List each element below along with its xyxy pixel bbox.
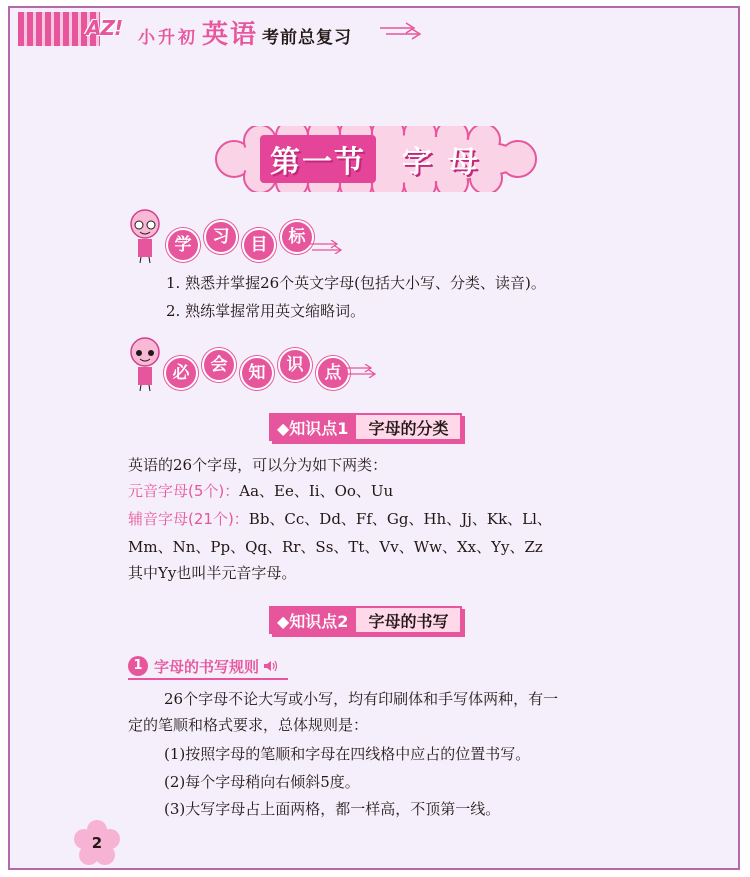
kp2-number: ◆知识点2 [269,606,356,634]
objectives-heading [166,228,314,262]
consonant-label: 辅音字母(21个)： [128,510,249,528]
kp1-vowel-line [128,481,393,501]
kp2-subheading [128,654,279,678]
knowledge-point-2-label [269,606,462,634]
kp2-paragraph-1: 26个字母不论大写或小写，均有印刷体和手写体两种，有一 [164,690,559,708]
girl-icon [126,208,164,264]
section-title [212,126,542,192]
must-know-heading-char: 会 [202,348,236,382]
header-title-rest: 考前总复习 [262,28,353,48]
kp1-number: ◆知识点1 [269,413,356,441]
objective-item: 2. 熟练掌握常用英文缩略词。 [166,302,366,320]
header-arrow-icon [378,22,422,40]
objectives-heading-char: 目 [242,228,276,262]
rule-item: (1)按照字母的笔顺和字母在四线格中应占的位置书写。 [164,745,531,763]
section-number: 第一节 [260,135,376,183]
rule-item: (3)大写字母占上面两格，都一样高，不顶第一线。 [164,800,501,818]
must-know-heading-char: 知 [240,356,274,390]
vowel-label: 元音字母(5个)： [128,482,240,500]
objective-item: 1. 熟悉并掌握26个英文字母(包括大小写、分类、读音)。 [166,274,546,292]
objectives-heading-char: 学 [166,228,200,262]
kp1-intro: 英语的26个字母，可以分为如下两类： [128,456,388,474]
sub-title: 字母的书写规则 [154,657,260,676]
kp1-consonant-line [128,509,552,529]
kp1-note: 其中Yy也叫半元音字母。 [128,564,297,582]
sub-number: 1 [128,656,148,676]
must-know-heading [164,356,350,390]
objectives-arrow-icon [306,240,344,254]
kp2-paragraph-2: 定的笔顺和格式要求，总体规则是： [128,716,369,734]
kp2-title: 字母的书写 [356,606,462,634]
rule-item: (2)每个字母稍向右倾斜5度。 [164,773,360,791]
must-know-heading-char: 必 [164,356,198,390]
section-name: 字母 [402,145,494,180]
consonant-letters-1: Bb、Cc、Dd、Ff、Gg、Hh、Jj、Kk、Ll、 [248,510,552,528]
header-title-small: 小升初 [138,28,198,48]
must-know-arrow-icon [340,364,378,378]
header-title-big: 英语 [202,20,259,50]
sub-underline [128,678,288,680]
speaker-icon [263,659,279,673]
girl-icon [126,336,164,392]
page-number: 2 [91,834,103,852]
kp1-title: 字母的分类 [356,413,462,441]
header-title [138,14,353,50]
header-badge: AZ! [86,16,123,40]
objectives-heading-char: 标 [280,220,314,254]
vowel-letters: Aa、Ee、Ii、Oo、Uu [239,482,394,500]
objectives-heading-char: 习 [204,220,238,254]
must-know-heading-char: 点 [316,356,350,390]
must-know-heading-char: 识 [278,348,312,382]
consonant-letters-2: Mm、Nn、Pp、Qq、Rr、Ss、Tt、Vv、Ww、Xx、Yy、Zz [128,538,543,556]
knowledge-point-1-label [269,413,462,441]
